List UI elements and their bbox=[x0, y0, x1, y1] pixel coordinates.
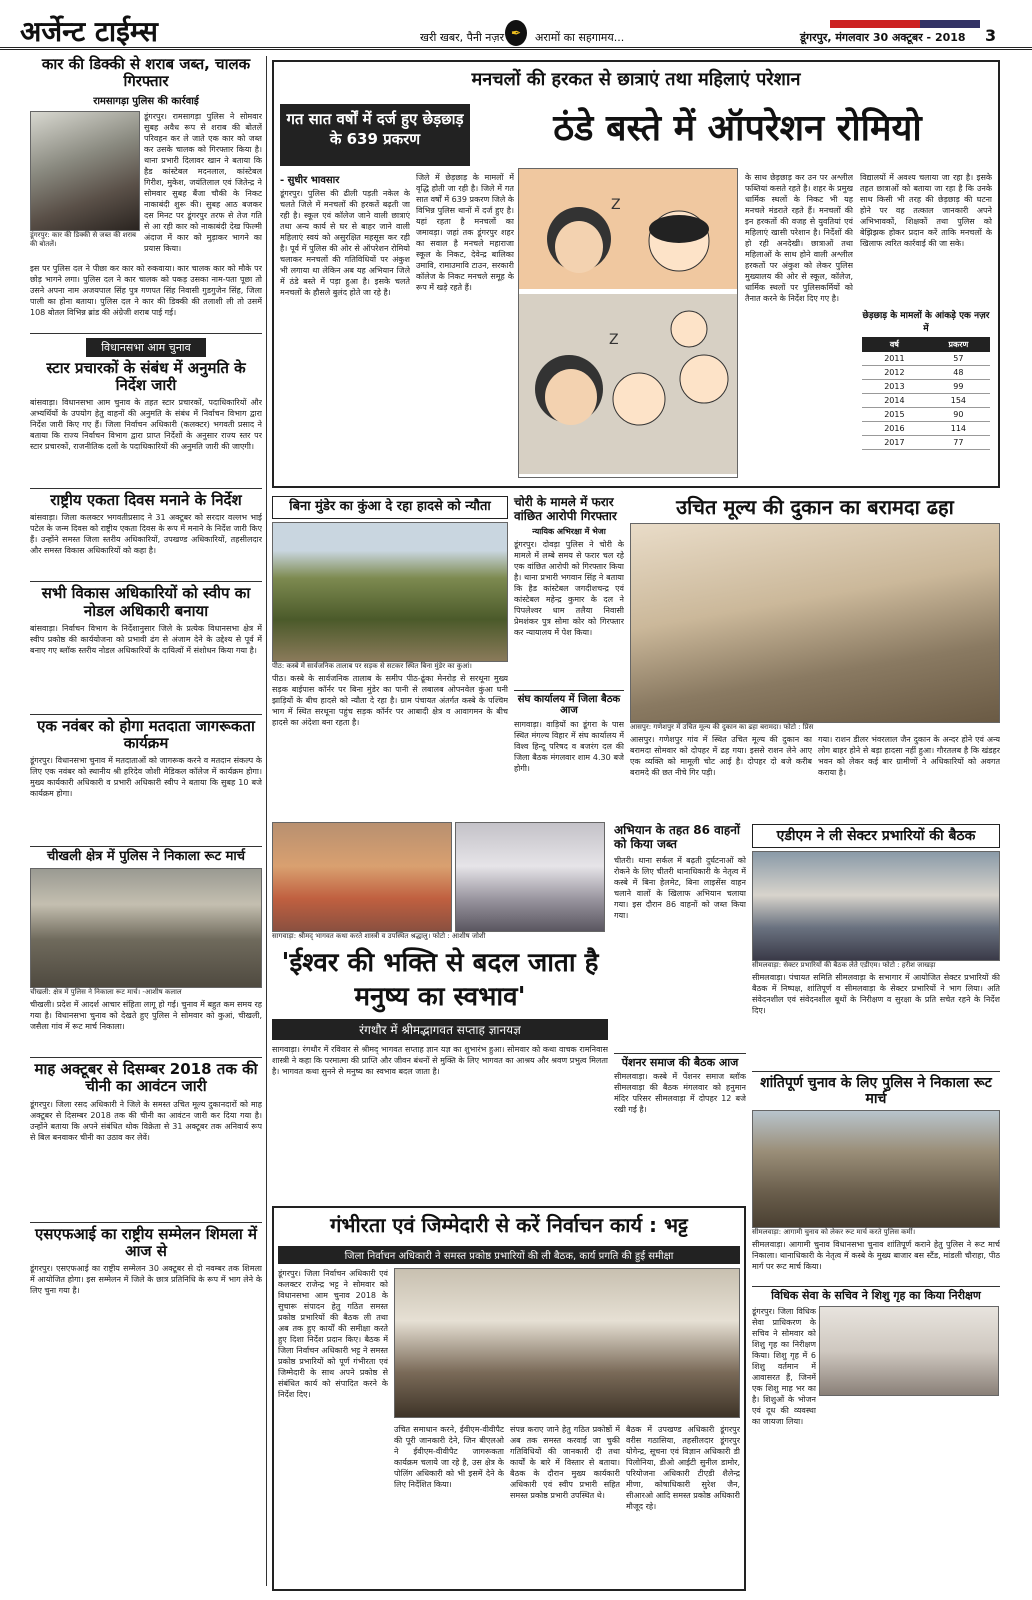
table-row bbox=[862, 394, 990, 408]
table-row bbox=[862, 436, 990, 450]
tagline-text: खरी खबर, पैनी नज़र bbox=[420, 31, 505, 44]
story-sugar-body: डूंगरपुर। जिला रसद अधिकारी ने जिले के समस्त उचित मूल्य दुकानदारों को माह अक्टूबर से दिसम्बर 2018 तक की चीनी का आवंटन जारी कर दिया गया है। उन्होंने बताया कि अपने संबंधित थोक विक्रेता से 31 अक्टूबर तक अनिवार्य रूप से बिल बनवाकर चीनी का उठाव कर लेवें। bbox=[30, 1099, 262, 1142]
story-liquor-body: डूंगरपुर। रामसागड़ा पुलिस ने सोमवार सुबह अवैध रूप से शराब की बोतलें परिवहन कर ले जाते एक कार को जब्त कर उसके चालक को गिरफ्तार किया है। थाना प्रभारी दिलावर खान ने बताया कि हैड कांस्टेबल मदनलाल, कांस्टेबल गिरीश, मुकेश, जयंतिलाल एवं जितेन्द्र ने सोमवार सुबह बैंजा चौकी के निकट नाकाबंदी शुरू की। सुबह आठ बजकर दस मिनट पर डूंगरपुर तरफ से तेज गति से आ रही कार को नाकाबंदी देख फिल्मी अंदाज में कार को मुड़ाकर भागने का प्रयास किया। bbox=[144, 111, 262, 253]
story-unity-title: राष्ट्रीय एकता दिवस मनाने के निर्देश bbox=[50, 491, 242, 509]
collector-meeting-photo bbox=[394, 1268, 740, 1418]
stats-col-cases: प्रकरण bbox=[927, 337, 990, 352]
photo-caption: डूंगरपुर: कार की डिक्की से जब्त की शराब की बोतलें। bbox=[30, 230, 137, 248]
lead-story-body1: डूंगरपुर। पुलिस की ढीली पड़ती नकेल के चलते जिले में मनचलों की हरकतें बढ़ती जा रही है। स्कूल एवं कॉलेज जाने वाली छात्राएं तथा अन्य कार्य से घर से बाहर जाने वाली महिलाएं स्वयं को असुरक्षित महसूस कर रही है। पूर्व में पुलिस की ओर से ऑपरेशन रोमियो चलाकर मनचलों की गतिविधियों पर अंकुश भी लगाया था लेकिन अब यह अभियान जिले में ठंडे बस्ते में पड़ा हुआ है। इसके चलते मनचलों के हौसले बुलंद होते जा रहे है। bbox=[280, 189, 410, 297]
table-row bbox=[862, 380, 990, 394]
stats-year: 2012 bbox=[862, 366, 927, 380]
masthead: अर्जेन्ट टाईम्स bbox=[20, 15, 158, 48]
story-sfi-body: डूंगरपुर। एसएफआई का राष्ट्रीय सम्मेलन 30 अक्टूबर से दो नवम्बर तक शिमला में आयोजित होगा। इस सम्मेलन में जिले के छात्र प्रतिनिधि के रूप में भाग लेने के लिए चुना गया है। bbox=[30, 1264, 262, 1296]
stats-table bbox=[862, 337, 990, 450]
story-liquor-sub: रामसागड़ा पुलिस की कार्रवाई bbox=[93, 95, 199, 107]
well-story-title: बिना मुंडेर का कुंआ दे रहा हादसे को न्यौता bbox=[272, 496, 508, 519]
route-story-title: शांतिपूर्ण चुनाव के लिए पुलिस ने निकाला रूट मार्च bbox=[760, 1075, 992, 1108]
stats-year: 2011 bbox=[862, 352, 927, 366]
lead-story-strap: मनचलों की हरकत से छात्राएं तथा महिलाएं परेशान bbox=[471, 69, 801, 90]
stats-cases: 48 bbox=[927, 366, 990, 380]
well-story bbox=[272, 496, 508, 823]
photo-caption: आसपुर: गणेशपुर में उचित मूल्य की दुकान का ढहा बरामदा। फोटो : प्रिंस bbox=[630, 723, 814, 731]
divider bbox=[30, 714, 262, 715]
collapsed-verandah-photo bbox=[630, 523, 1000, 723]
divider bbox=[30, 1222, 262, 1223]
well-story-body: पीठ। कस्बे के सार्वजनिक तालाब के समीप पीठ-ढूंका मेनरोड़ से सरथूना मुख्य सड़क बाईपास कॉर्नर पर बिना मुंडेर का पानी से लबालब ओपनवेल कुंआ घनी झाड़ियों के बीच हादसे को न्यौता दे रहा है। ग्राम पंचायत अंतर्गत कस्बे के पश्चिम भाग में स्थित सरथूना पहुंच सड़क कॉर्नर पर आबादी क्षेत्र व आवागमन के बीच हादसे का अंदेशा बना रहता है। bbox=[272, 673, 508, 727]
story-sfi-title: एसएफआई का राष्ट्रीय सम्मेलन शिमला में आज से bbox=[34, 1224, 258, 1260]
divider bbox=[752, 1286, 1000, 1287]
lead-story-body2: जिले में छेड़छाड़ के मामलों में वृद्धि होती जा रही है। जिले में गत सात वर्षों में 639 प्रकरण जिले के विभिन्न पुलिस थानों में दर्ज हुए है। यहां रहता है मनचलों का जमावड़ा। जहां तक डूंगरपुर शहर का सवाल है मनचले महाराजा स्कूल के निकट, देवेन्द्र बालिका उमावि, रामाउमावि टाउन, सरकारी कॉलेज के निकट मनचले समूह के रूप में खड़े रहते हैं। bbox=[416, 173, 514, 292]
bhakti-story-body: सागवाड़ा। रंगथौर में रविवार से श्रीमद् भागवत सप्ताह ज्ञान यज्ञ का शुभारंभ हुआ। सोमवार को कथा वाचक रामनिवास शास्त्री ने कहा कि परमात्मा की प्राप्ति और जीवन बंधनों से मुक्ति के लिए भागवत का आश्रय और श्रवण प्रभुत्व मिलता है। भागवत कथा सुनने से मनुष्य का स्वभाव बदल जाता है। bbox=[272, 1044, 608, 1076]
shop-story-body1: आसपुर। गणेशपुर गांव में स्थित उचित मूल्य की दुकान का बरामदा सोमवार को दोपहर में ढह गया। इससे राशन लेने आए एक व्यक्ति को मामूली चोट आई है। दोपहर दो बजे करीब बरामदे की छत नीचे गिर पड़ी। bbox=[630, 735, 812, 777]
shop-story bbox=[630, 496, 1000, 800]
svg-text:Z: Z bbox=[609, 332, 619, 348]
stats-year: 2013 bbox=[862, 380, 927, 394]
stats-col-year: वर्ष bbox=[862, 337, 927, 352]
lead-story-body3: के साथ छेड़छाड़ कर उन पर अश्लील फब्तियां कसते रहते है। शहर के प्रमुख धार्मिक स्थलों के निकट भी यह मनचले मंडराते रहते हैं। मनचलों की इन हरकतों की वजह से युवतियां एवं महिलाएं खासी परेशान है। निर्देशों की हो रही अनदेखी। छात्राओं तथा महिलाओं के साथ होने वाली अश्लील हरकतों पर अंकुश को लेकर पुलिस मुख्यालय की ओर से स्कूल, कॉलेज, धार्मिक स्थलों पर पुलिसकर्मियों को तैनात करने के निर्देश दिए गए है। bbox=[745, 173, 853, 303]
drive-story-title: अभियान के तहत 86 वाहनों को किया जब्त bbox=[614, 823, 741, 851]
byline: - सुधीर भावसार bbox=[280, 175, 340, 186]
photo-caption: चीखली: क्षेत्र में पुलिस ने निकाला रूट मार्च। -आशीष कलाल bbox=[30, 988, 182, 997]
left-column bbox=[30, 56, 262, 1329]
lead-story-col1 bbox=[280, 172, 410, 484]
divider bbox=[30, 333, 262, 334]
route-march-photo bbox=[30, 868, 262, 988]
divider bbox=[514, 690, 624, 691]
bottom-story-body1: डूंगरपुर। जिला निर्वाचन अधिकारी एवं कलक्टर राजेन्द्र भट्ट ने सोमवार को विधानसभा आम चुनाव 2018 के सुचारू संपादन हेतु गठित समस्त प्रकोष्ठ प्रभारियों की बैठक ली तथा अब तक हुए कार्यों की समीक्षा करते हुए दिशा निर्देश प्रदान किए। बैठक में जिला निर्वाचन अधिकारी भट्ट ने समस्त प्रकोष्ठ प्रभारियों को पूर्ण गंभीरता एवं जिम्मेदारी के साथ अपने प्रकोष्ठ से संबंधित कार्य को संपादित करने के निर्देश दिए। bbox=[278, 1269, 388, 1399]
stats-year: 2016 bbox=[862, 422, 927, 436]
sangh-story-title: संघ कार्यालय में जिला बैठक आज bbox=[517, 693, 621, 717]
divider bbox=[30, 1057, 262, 1058]
story-star-kicker: विधानसभा आम चुनाव bbox=[86, 338, 206, 357]
table-row bbox=[862, 408, 990, 422]
stats-table-title: छेड़छाड़ के मामलों के आंकड़े एक नज़र में bbox=[862, 311, 990, 334]
bottom-story-body3: संपन्न कराए जाने हेतु गठित प्रकोष्ठों में अब तक समस्त करवाई जा चुकी गतिविधियों की जानकारी दी तथा कार्यों के बारे में विस्तार से बताया। बैठक के दौरान मुख्य कार्यकारी अधिकारी एवं स्वीप प्रभारी सहित समस्त प्रकोष्ठ प्रभारी उपस्थित थे। bbox=[510, 1425, 620, 1500]
lead-story-kicker: गत सात वर्षों में दर्ज हुए छेड़छाड़ के 639 प्रकरण bbox=[280, 104, 470, 166]
tagline-secondary: अरामों का सहगामय... bbox=[535, 31, 625, 44]
shelter-home-photo bbox=[819, 1306, 999, 1396]
photo-caption: सीमलवाड़ा: सेक्टर प्रभारियों की बैठक लेते एडीएम। फोटो : हरीश जाखड़ा bbox=[752, 961, 936, 970]
theft-story-body: डूंगरपुर। दोवड़ा पुलिस ने चोरी के मामले में लम्बे समय से फरार चल रहे एक वांछित आरोपी को गिरफ्तार किया है। थाना प्रभारी भगवान सिंह ने बताया कि हैड कांस्टेबल जगदीशचन्द्र एवं कांस्टेबल महेन्द्र कुमार के दल ने पिपलेश्वर धाम तलैया निवासी प्रेमशंकर पुत्र सोमा कोर को गिरफ्तार कर न्यायालय में पेश किया। bbox=[514, 539, 624, 637]
stats-table-box bbox=[862, 308, 990, 450]
column-divider bbox=[266, 56, 267, 1586]
juvenile-story-title: विधिक सेवा के सचिव ने शिशु गृह का किया निरीक्षण bbox=[771, 1289, 981, 1303]
pension-story-body: सीमलवाड़ा। कस्बे में पेंशनर समाज ब्लॉक सीमलवाड़ा की बैठक मंगलवार को हनुमान मंदिर परिसर सीमलवाड़ा में दोपहर 12 बजे रखी गई है। bbox=[614, 1072, 746, 1115]
story-sweep-title: सभी विकास अधिकारियों को स्वीप का नोडल अधिकारी बनाया bbox=[41, 584, 251, 620]
story-voter-title: एक नवंबर को होगा मतदाता जागरूकता कार्यक्रम bbox=[37, 716, 255, 752]
stats-year: 2015 bbox=[862, 408, 927, 422]
tagline bbox=[420, 30, 504, 45]
bottom-story-body4: बैठक में उपखण्ड अधिकारी डूंगरपुर वरीस गठासिया, तहसीलदार डूंगरपुर योगेन्द्र, सूचना एवं विज्ञान अधिकारी डी पिलोनिया, डीओ आईटी सुनील डामोर, परियोजना अधिकारी टीएडी शैलेन्द्र मीणा, कोषाधिकारी सुरेश जैन, सीआरओ आदि समस्त प्रकोष्ठ अधिकारी मौजूद रहे। bbox=[626, 1425, 740, 1511]
adm-story-body: सीमलवाड़ा। पंचायत समिति सीमलवाड़ा के सभागार में आयोजित सेक्टर प्रभारियों की बैठक में निष्पक्ष, शांतिपूर्ण व सीमलवाड़ा के सेक्टर प्रभारियों ने भाग लिया। अति संवेदनशील एवं संवेदनशील बूथों के निरीक्षण व सुरक्षा के प्रति सचेत रहने के निर्देश दिए। bbox=[752, 973, 1000, 1016]
adm-story-title: एडीएम ने ली सेक्टर प्रभारियों की बैठक bbox=[752, 824, 1000, 848]
story-sugar-title: माह अक्टूबर से दिसम्बर 2018 तक की चीनी का आवंटन जारी bbox=[34, 1060, 258, 1096]
divider bbox=[30, 488, 262, 489]
story-unity-body: बांसवाड़ा। जिला कलक्टर भगवतीप्रसाद ने 31 अक्टूबर को सरदार वल्लभ भाई पटेल के जन्म दिवस को राष्ट्रीय एकता दिवस के रूप में मनाने के निर्देश जारी किए हैं। उन्होंने समस्त जिला स्तरीय अधिकारियों, उपखण्ड अधिकारियों, तहसीलदार और समस्त विकास अधिकारियों को कहा है। bbox=[30, 513, 262, 556]
divider bbox=[30, 846, 262, 847]
table-row bbox=[862, 422, 990, 436]
well-photo bbox=[272, 522, 508, 662]
story-voter-body: डूंगरपुर। विधानसभा चुनाव में मतदाताओं को जागरूक करने व मतदान संकल्प के लिए एक नवंबर को स्थानीय श्री हरिदेव जोशी मेडिकल कॉलेज में कार्यक्रम होगा। मुख्य कार्यकारी अधिकारी व प्रभारी अधिकारी स्वीप ने बताया कि सुबह 10 बजे कार्यक्रम होगा। bbox=[30, 756, 262, 799]
juvenile-story-body: डूंगरपुर। जिला विधिक सेवा प्राधिकरण के सचिव ने सोमवार को शिशु गृह का निरीक्षण किया। शिशु गृह में 6 शिशु वर्तमान में आवासरत हैं, जिनमें एक शिशु माह भर का है। शिशुओं के भोजन एवं दूध की व्यवस्था का जायजा लिया। bbox=[752, 1306, 816, 1426]
theft-story-title: चोरी के मामले में फरार वांछित आरोपी गिरफ्तार bbox=[514, 495, 617, 523]
stats-year: 2014 bbox=[862, 394, 927, 408]
photo-caption: पीठ: कस्बे में सार्वजनिक तालाब पर सड़क से सटकर स्थित बिना मुंडेर का कुआं। bbox=[272, 661, 472, 670]
story-star-title: स्टार प्रचारकों के संबंध में अनुमति के निर्देश जारी bbox=[46, 358, 246, 394]
cartoon-illustration bbox=[518, 168, 738, 478]
stats-cases: 57 bbox=[927, 352, 990, 366]
bhakti-story bbox=[272, 822, 608, 1154]
theft-story bbox=[514, 496, 624, 795]
divider bbox=[614, 1053, 746, 1054]
lead-story-headline: ठंडे बस्ते में ऑपरेशन रोमियो bbox=[553, 108, 922, 149]
stats-cases: 99 bbox=[927, 380, 990, 394]
pen-logo-icon: ✒ bbox=[505, 20, 527, 46]
photo-caption: सीमलवाड़ा: आगामी चुनाव को लेकर रूट मार्च करते पुलिस कर्मी। bbox=[752, 1228, 916, 1237]
route-story-body: सीमलवाड़ा। आगामी चुनाव विधानसभा चुनाव शांतिपूर्ण कराने हेतु पुलिस ने रूट मार्च निकाला। थानाधिकारी के नेतृत्व में कस्बे के मुख्य बाजार बस स्टैंड, मांडली चौराहा, पीठ मार्ग पर रूट मार्च किया। bbox=[752, 1240, 1000, 1272]
cartoon-drawing bbox=[519, 169, 738, 478]
story-sweep-body: बांसवाड़ा। निर्वाचन विभाग के निर्देशानुसार जिले के प्रत्येक विधानसभा क्षेत्र में स्वीप प्रकोष्ठ की कार्ययोजना को प्रभावी ढंग से अंजाम देने के उद्देश्य से पूर्व में बनाए गए ब्लॉक स्तरीय नोडल अधिकारियों के दायित्वों में संशोधन किया गया है। bbox=[30, 623, 262, 655]
drive-story bbox=[614, 824, 746, 1171]
dateline: डूंगरपुर, मंगलवार 30 अक्टूबर - 2018 bbox=[800, 31, 966, 44]
police-march-photo bbox=[752, 1110, 1000, 1228]
meeting-photo bbox=[752, 851, 1000, 961]
svg-text:Z: Z bbox=[611, 197, 621, 213]
theft-story-sub: न्यायिक अभिरक्षा में भेजा bbox=[532, 526, 606, 536]
divider bbox=[30, 581, 262, 582]
adm-story bbox=[752, 824, 1000, 1456]
stats-cases: 90 bbox=[927, 408, 990, 422]
bhakti-story-title: 'ईश्वर की भक्ति से बदल जाता है मनुष्य का स्वभाव' bbox=[281, 948, 599, 1012]
story-liquor-title: कार की डिक्की से शराब जब्त, चालक गिरफ्तार bbox=[41, 55, 251, 91]
page-number: 3 bbox=[985, 26, 997, 45]
lead-story-body4: विद्यालयों में अवश्य चलाया जा रहा है। इसके तहत छात्राओं को बताया जा रहा है कि उनके साथ किसी भी तरह की छेड़छाड़ की घटना होने पर वह तत्काल जानकारी अपने अभिभावकों, शिक्षकों तथा पुलिस को बेझिझक होकर प्रदान करें ताकि मनचलों के खिलाफ त्वरित कार्रवाई की जा सके। bbox=[860, 173, 992, 248]
stats-cases: 77 bbox=[927, 436, 990, 450]
bhakti-story-kicker: रंगथौर में श्रीमद्भागवत सप्ताह ज्ञानयज्ञ bbox=[272, 1019, 608, 1040]
story-liquor-body-cont: इस पर पुलिस दल ने पीछा कर कार को रुकवाया। कार चालक कार को मौके पर छोड़ भागने लगा। पुलिस दल ने कार चालक को पकड़ उसका नाम-पता पूछा तो उसने अपना नाम अजयपाल सिंह पुत्र गणपत सिंह निवासी गुडगुजेन सिंह, जिला पाली का होना बताया। पुलिस दल ने कार की डिक्की की तलाशी ली तो उसमें 108 बोतल विभिन्न ब्रांड की अंग्रेजी शराब पाई गई। bbox=[30, 263, 262, 317]
bottom-story-body2: उचित समाधान करने, ईवीएम-वीवीपैट की पूरी जानकारी देने, जिन बीएलओ ने ईवीएम-वीवीपैट जागरूकता कार्यक्रम चलाये जा रहे है, उस क्षेत्र के पोलिंग अधिकारी को भी इसमें देने के लिए निर्देशित किया। bbox=[394, 1425, 504, 1489]
table-row bbox=[862, 352, 990, 366]
car-trunk-photo bbox=[30, 111, 140, 231]
story-march-title: चीखली क्षेत्र में पुलिस ने निकाला रूट मार्च bbox=[46, 849, 246, 865]
divider bbox=[752, 1071, 1000, 1072]
shop-story-body2: गया। राशन डीलर भंवरलाल जैन दुकान के अन्दर होने एवं अन्य लोग बाहर होने से बड़ा हादसा नहीं हुआ। गौरतलब है कि खंडहर भवन को लेकर कई बार ग्रामीणों ने अधिकारियों को अवगत कराया है। bbox=[818, 735, 1000, 777]
drive-story-body: चीतरी। थाना सर्कल में बढ़ती दुर्घटनाओं को रोकने के लिए चीतरी थानाधिकारी के नेतृत्व में कस्बे में बिना हेलमेट, बिना लाइसेंस वाहन चलाने वालों के खिलाफ अभियान चलाया गया। इस दौरान 86 वाहनों को जब्त किया गया। bbox=[614, 855, 746, 920]
photo-caption: सागवाड़ा: श्रीमद् भागवत कथा करते शास्त्री व उपस्थित श्रद्धालु। फोटो : आशीष जोशी bbox=[272, 932, 486, 940]
preacher-photo bbox=[455, 822, 605, 932]
table-row bbox=[862, 366, 990, 380]
sangh-story-body: सागवाड़ा। वाड़ियों का डूंगरा के पास स्थित मंगल्य विहार में संघ कार्यालय में विश्व हिन्दू परिषद व बजरंग दल की जिला बैठक मंगलवार शाम 4.30 बजे होगी। bbox=[514, 719, 624, 773]
stats-cases: 114 bbox=[927, 422, 990, 436]
bottom-story-kicker: जिला निर्वाचन अधिकारी ने समस्त प्रकोष्ठ प्रभारियों की ली बैठक, कार्य प्रगति की हुई समीक्षा bbox=[278, 1246, 740, 1264]
flag-stripe bbox=[830, 20, 980, 28]
devotees-photo bbox=[272, 822, 452, 932]
stats-year: 2017 bbox=[862, 436, 927, 450]
story-march-body: चीखली। प्रदेश में आदर्श आचार संहिता लागू हो गई। चुनाव में बहुत कम समय रह गया है। विधानसभा चुनाव को देखते हुए पुलिस ने सोमवार को कुआं, चीखली, जसैला गांव में रूट मार्च निकाला। bbox=[30, 1000, 262, 1032]
pension-story-title: पेंशनर समाज की बैठक आज bbox=[621, 1055, 739, 1069]
story-star-body: बांसवाड़ा। विधानसभा आम चुनाव के तहत स्टार प्रचारकों, पदाधिकारियों और अभ्यर्थियों के उपयोग हेतु वाहनों की अनुमति के संबंध में निर्वाचन विभाग द्वारा निर्देश जारी किए गए हैं। जिला निर्वाचन अधिकारी (कलक्टर) भगवती प्रसाद ने बताया कि राज्य निर्वाचन विभाग द्वारा प्राप्त निर्देशों के अनुसार राज्य स्तर पर स्टार प्रचारकों, राजनीतिक दलों के पदाधिकारियों की अनुमति जारी की जाएगी। bbox=[30, 398, 262, 451]
shop-story-title: उचित मूल्य की दुकान का बरामदा ढहा bbox=[676, 495, 954, 519]
stats-cases: 154 bbox=[927, 394, 990, 408]
bottom-story-title: गंभीरता एवं जिम्मेदारी से करें निर्वाचन कार्य : भट्ट bbox=[330, 1213, 688, 1237]
